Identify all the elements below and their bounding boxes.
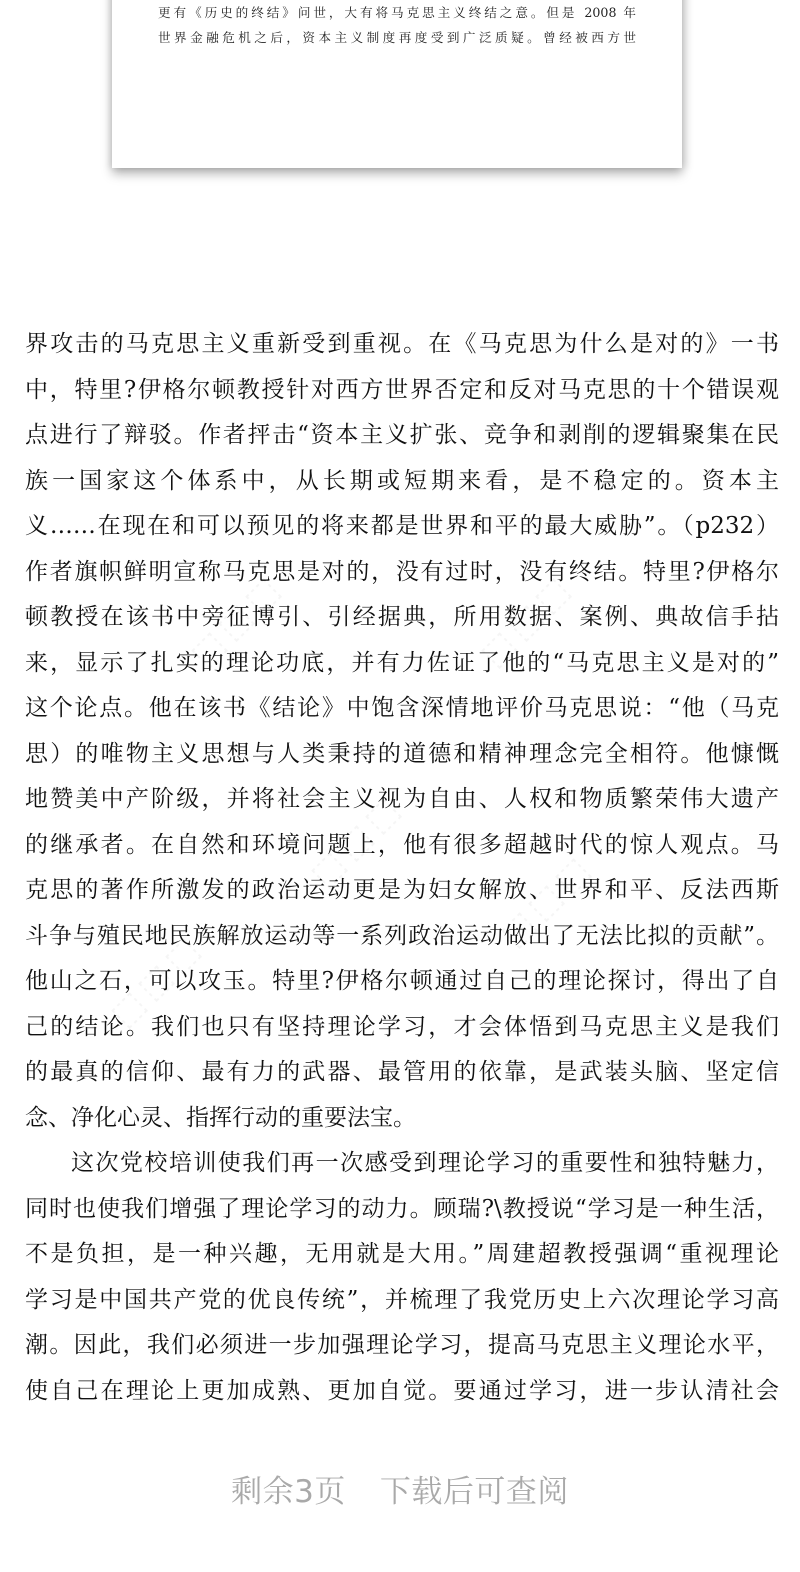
remaining-pages-label: 剩余3页	[231, 1474, 346, 1510]
body-line: 中，特里?伊格尔顿教授针对西方世界否定和反对马克思的十个错误观	[25, 376, 779, 403]
body-line: 顿教授在该书中旁征博引、引经据典，所用数据、案例、典故信手拈	[25, 604, 779, 630]
body-line: 斗争与殖民地民族解放运动等一系列政治运动做出了无法比拟的贡献”。	[25, 922, 779, 949]
watermark: ⬚⬚⬚	[472, 565, 582, 675]
body-line: 学习是中国共产党的优良传统”，并梳理了我党历史上六次理论学习高	[25, 1286, 779, 1313]
body-line: 义……在现在和可以预见的将来都是世界和平的最大威胁”。（p232）	[25, 513, 779, 539]
preview-line: 更有《历史的终结》问世，大有将马克思主义终结之意。但是 2008 年	[158, 5, 636, 20]
body-line: 己的结论。我们也只有坚持理论学习，才会体悟到马克思主义是我们	[25, 1013, 779, 1040]
watermark: ⬚⬚⬚	[492, 845, 602, 955]
body-line: 来，显示了扎实的理论功底，并有力佐证了他的“马克思主义是对的”	[25, 649, 779, 676]
body-line: 使自己在理论上更加成熟、更加自觉。要通过学习，进一步认清社会	[25, 1377, 779, 1404]
document-body	[25, 322, 779, 1414]
body-line: 地赞美中产阶级，并将社会主义视为自由、人权和物质繁荣伟大遗产	[25, 786, 779, 812]
watermark: ⬚⬚⬚	[302, 785, 412, 895]
body-line: 克思的著作所激发的政治运动更是为妇女解放、世界和平、反法西斯	[25, 877, 779, 903]
body-line: 念、净化心灵、指挥行动的重要法宝。	[25, 1104, 416, 1131]
body-line: 这个论点。他在该书《结论》中饱含深情地评价马克思说：“他（马克	[25, 695, 779, 721]
watermark: ⬚⬚⬚	[102, 925, 212, 1035]
preview-line: 世界金融危机之后，资本主义制度再度受到广泛质疑。曾经被西方世	[158, 30, 636, 45]
body-line: 族一国家这个体系中，从长期或短期来看，是不稳定的。资本主	[25, 467, 779, 494]
watermark: ⬚⬚⬚	[182, 565, 292, 675]
body-line: 同时也使我们增强了理论学习的动力。顾瑞?\教授说“学习是一种生活，	[25, 1195, 779, 1222]
body-line: 不是负担，是一种兴趣，无用就是大用。”周建超教授强调“重视理论	[25, 1241, 779, 1267]
body-line: 的最真的信仰、最有力的武器、最管用的依靠，是武装头脑、坚定信	[25, 1059, 779, 1085]
download-hint-label: 下载后可查阅	[379, 1474, 569, 1510]
preview-excerpt	[158, 0, 636, 50]
body-line: 点进行了辩驳。作者抨击“资本主义扩张、竞争和剥削的逻辑聚集在民	[25, 422, 779, 448]
body-line: 潮。因此，我们必须进一步加强理论学习，提高马克思主义理论水平，	[25, 1332, 779, 1358]
body-line: 思）的唯物主义思想与人类秉持的道德和精神理念完全相符。他慷慨	[25, 740, 779, 767]
body-line: 他山之石，可以攻玉。特里?伊格尔顿通过自己的理论探讨，得出了自	[25, 968, 779, 994]
download-prompt[interactable]	[0, 1466, 800, 1511]
body-line: 界攻击的马克思主义重新受到重视。在《马克思为什么是对的》一书	[25, 331, 779, 357]
body-line: 这次党校培训使我们再一次感受到理论学习的重要性和独特魅力，	[71, 1150, 779, 1176]
document-preview-card	[112, 0, 682, 168]
body-line: 作者旗帜鲜明宣称马克思是对的，没有过时，没有终结。特里?伊格尔	[25, 558, 779, 585]
body-line: 的继承者。在自然和环境问题上，他有很多超越时代的惊人观点。马	[25, 831, 779, 858]
